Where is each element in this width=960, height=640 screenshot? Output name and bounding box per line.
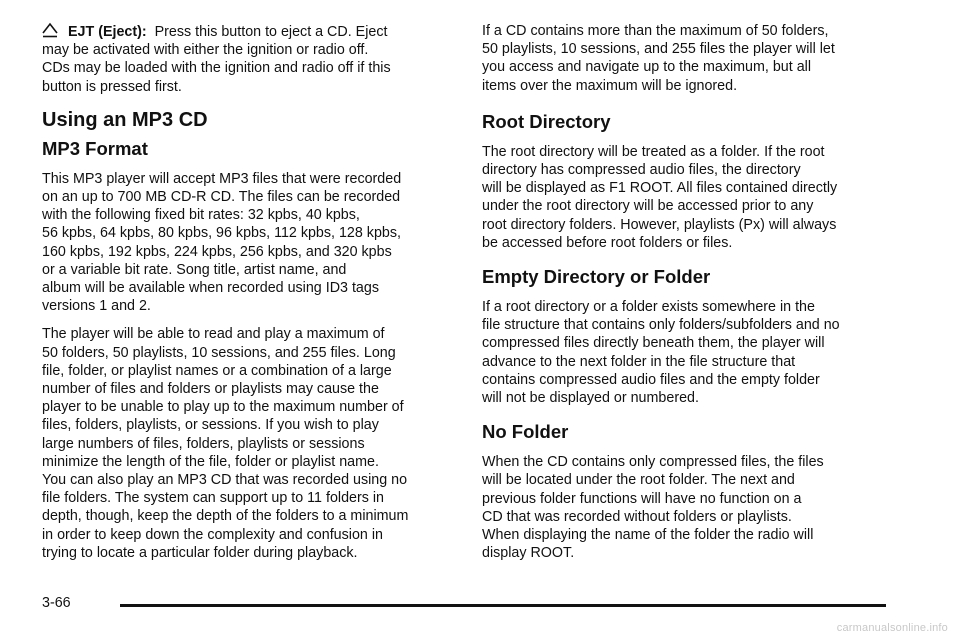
text-line: CD that was recorded without folders or playlists.	[482, 508, 792, 525]
text-line: directory has compressed audio files, the directory	[482, 162, 801, 179]
text-line: versions 1 and 2.	[42, 298, 151, 315]
text-line: will be located under the root folder. The next and	[482, 472, 795, 489]
text-line: will be displayed as F1 ROOT. All files contained directly	[482, 180, 838, 197]
empty-directory-paragraph	[482, 298, 886, 407]
text-line: file, folder, or playlist names or a combination of a large	[42, 362, 392, 379]
text-line: The root directory will be treated as a folder. If the root	[482, 143, 825, 160]
eject-line: button is pressed first.	[42, 78, 182, 95]
text-line: player to be unable to play up to the maximum number of	[42, 399, 404, 416]
eject-paragraph	[42, 22, 446, 96]
text-line: root directory folders. However, playlists (Px) will always	[482, 216, 837, 233]
text-line: file structure that contains only folders/subfolders and no	[482, 317, 840, 334]
eject-line: CDs may be loaded with the ignition and radio off if this	[42, 60, 391, 77]
text-line: be accessed before root folders or files.	[482, 234, 733, 251]
text-line: 56 kpbs, 64 kpbs, 80 kpbs, 96 kpbs, 112 kpbs, 128 kpbs,	[42, 225, 401, 242]
watermark: carmanualsonline.info	[836, 622, 948, 634]
section-title: Using an MP3 CD	[42, 108, 208, 131]
text-line: depth, though, keep the depth of the folders to a minimum	[42, 508, 409, 525]
text-line: files, folders, playlists, or sessions. If you wish to play	[42, 417, 379, 434]
text-line: contains compressed audio files and the empty folder	[482, 371, 820, 388]
text-line: 50 folders, 50 playlists, 10 sessions, and 255 files. Long	[42, 344, 396, 361]
text-line: on an up to 700 MB CD-R CD. The files can be recorded	[42, 189, 401, 206]
text-line: items over the maximum will be ignored.	[482, 77, 738, 94]
root-directory-heading: Root Directory	[482, 110, 611, 132]
text-line: You can also play an MP3 CD that was recorded using no	[42, 472, 408, 489]
text-line: or a variable bit rate. Song title, artist name, and	[42, 261, 347, 278]
text-line: trying to locate a particular folder during playback.	[42, 544, 358, 561]
footer-rule	[120, 604, 886, 607]
text-line: you access and navigate up to the maximum, but all	[482, 59, 812, 76]
text-line: advance to the next folder in the file structure that	[482, 353, 796, 370]
text-line: 160 kpbs, 192 kpbs, 224 kpbs, 256 kpbs, and 320 kpbs	[42, 243, 392, 260]
text-line: If a root directory or a folder exists somewhere in the	[482, 299, 815, 316]
text-line: will not be displayed or numbered.	[482, 390, 699, 407]
mp3-format-paragraph-2	[42, 325, 446, 562]
text-line: under the root directory will be accessed prior to any	[482, 198, 814, 215]
text-line: This MP3 player will accept MP3 files that were recorded	[42, 170, 402, 187]
text-line: If a CD contains more than the maximum of 50 folders,	[482, 23, 829, 39]
eject-line: Press this button to eject a CD. Eject	[154, 24, 388, 40]
text-line: number of files and folders or playlists may cause the	[42, 381, 379, 398]
text-line: When the CD contains only compressed files, the files	[482, 454, 824, 471]
intro-paragraph	[482, 22, 886, 95]
text-line: previous folder functions will have no function on a	[482, 490, 802, 507]
mp3-format-paragraph-1	[42, 170, 446, 316]
mp3-format-heading: MP3 Format	[42, 137, 148, 159]
text-line: When displaying the name of the folder the radio will	[482, 527, 814, 544]
page-number: 3-66	[42, 595, 71, 611]
text-line: large numbers of files, folders, playlists or sessions	[42, 435, 365, 452]
eject-line: may be activated with either the ignition or radio off.	[42, 42, 369, 59]
eject-label: EJT (Eject):	[68, 24, 147, 40]
text-line: file folders. The system can support up to 11 folders in	[42, 490, 384, 507]
no-folder-paragraph	[482, 453, 886, 562]
text-line: with the following fixed bit rates: 32 kpbs, 40 kpbs,	[42, 207, 360, 224]
no-folder-heading: No Folder	[482, 421, 569, 443]
text-line: compressed files directly beneath them, the player will	[482, 335, 825, 352]
text-line: The player will be able to read and play a maximum of	[42, 326, 385, 343]
text-line: minimize the length of the file, folder or playlist name.	[42, 453, 379, 470]
eject-icon	[42, 22, 58, 38]
left-column	[42, 22, 446, 572]
text-line: in order to keep down the complexity and confusion in	[42, 526, 383, 543]
right-column	[482, 22, 886, 572]
text-line: display ROOT.	[482, 545, 575, 562]
empty-directory-heading: Empty Directory or Folder	[482, 266, 711, 288]
root-directory-paragraph	[482, 143, 886, 252]
text-line: album will be available when recorded using ID3 tags	[42, 280, 379, 297]
text-line: 50 playlists, 10 sessions, and 255 files the player will let	[482, 41, 835, 58]
